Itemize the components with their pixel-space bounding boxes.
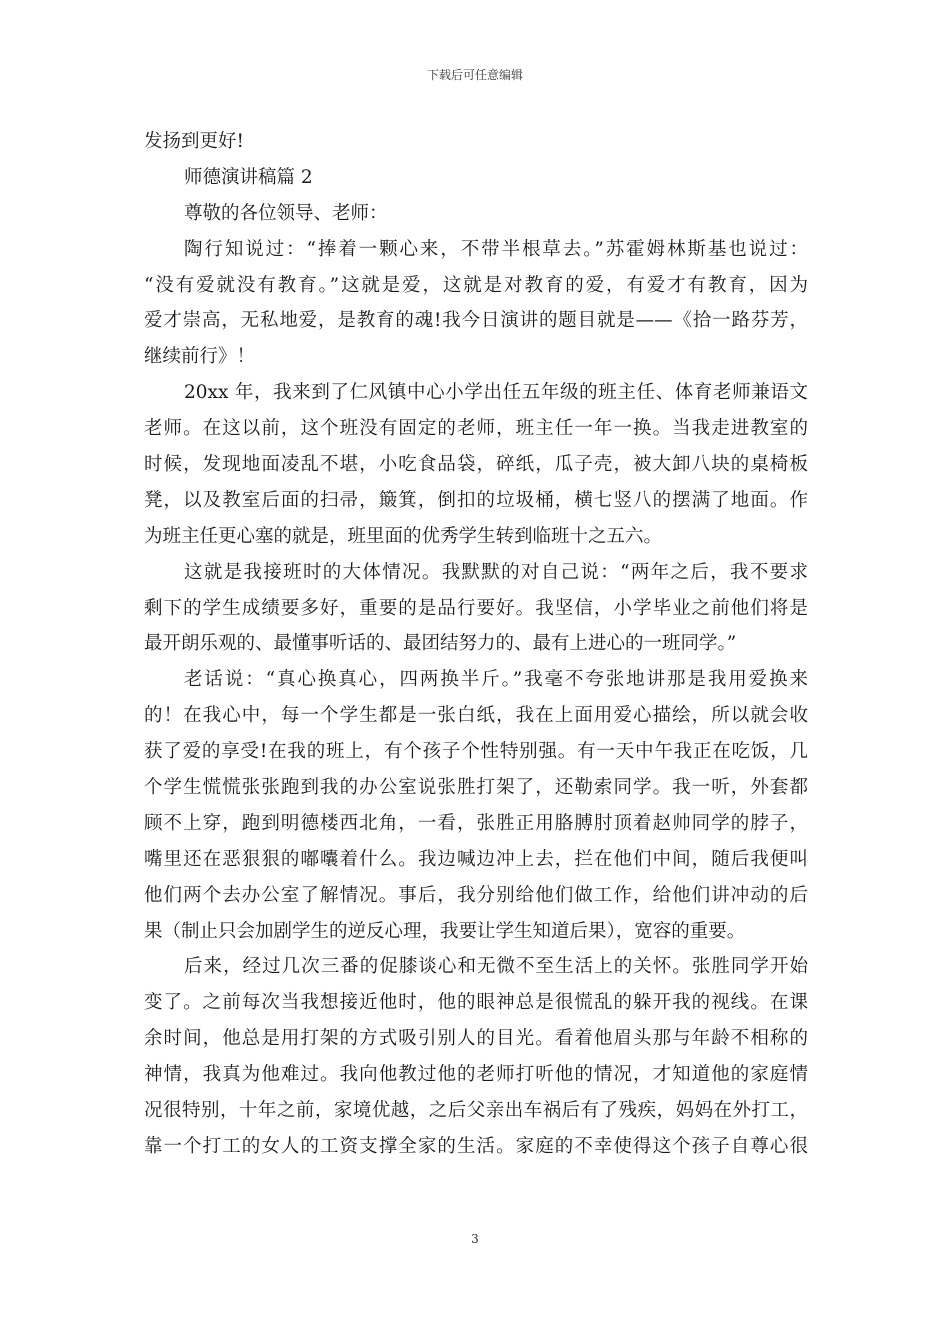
text-line: 20xx 年，我来到了仁风镇中心小学出任五年级的班主任、体育老师兼语文	[184, 382, 808, 404]
text-line: 嘴里还在恶狠狠的嘟囔着什么。我边喊边冲上去，拦在他们中间，随后我便叫	[144, 848, 808, 870]
text-line: 时候，发现地面凌乱不堪，小吃食品袋，碎纸，瓜子壳，被大卸八块的桌椅板	[144, 454, 808, 476]
text-line: 凳，以及教室后面的扫帚，簸箕，倒扣的垃圾桶，横七竖八的摆满了地面。作	[144, 489, 808, 511]
text-line: 尊敬的各位领导、老师：	[184, 202, 388, 224]
text-line: 师德演讲稿篇 2	[184, 166, 313, 188]
text-line: 陶行知说过：“捧着一颗心来，不带半根草去。”苏霍姆林斯基也说过：	[184, 238, 808, 260]
text-line: 他们两个去办公室了解情况。事后，我分别给他们做工作，给他们讲冲动的后	[144, 884, 808, 906]
text-line: 果（制止只会加剧学生的逆反心理，我要让学生知道后果），宽容的重要。	[144, 920, 746, 942]
text-line: 变了。之前每次当我想接近他时，他的眼神总是很慌乱的躲开我的视线。在课	[144, 992, 808, 1014]
text-line: 神情，我真为他难过。我向他教过他的老师打听他的情况，才知道他的家庭情	[144, 1064, 808, 1086]
text-line: 个学生慌慌张张跑到我的办公室说张胜打架了，还勒索同学。我一听，外套都	[144, 777, 808, 799]
text-line: 为班主任更心塞的就是，班里面的优秀学生转到临班十之五六。	[144, 525, 663, 547]
text-line: 这就是我接班时的大体情况。我默默的对自己说：“两年之后，我不要求	[184, 561, 808, 583]
text-line: 继续前行》！	[144, 346, 256, 368]
text-line: 余时间，他总是用打架的方式吸引别人的目光。看着他眉头那与年龄不相称的	[144, 1028, 808, 1050]
text-line: 剩下的学生成绩要多好，重要的是品行要好。我坚信，小学毕业之前他们将是	[144, 597, 808, 619]
text-line: 的！在我心中，每一个学生都是一张白纸，我在上面用爱心描绘，所以就会收	[144, 705, 808, 727]
text-line: 发扬到更好!	[144, 131, 244, 152]
text-line: 后来，经过几次三番的促膝谈心和无微不至生活上的关怀。张胜同学开始	[184, 956, 808, 978]
text-line: 获了爱的享受!在我的班上，有个孩子个性特别强。有一天中午我正在吃饭，几	[144, 741, 808, 763]
text-line: 老师。在这以前，这个班没有固定的老师，班主任一年一换。当我走进教室的	[144, 418, 808, 440]
text-line: 顾不上穿，跑到明德楼西北角，一看，张胜正用胳膊肘顶着赵帅同学的脖子，	[144, 812, 808, 834]
text-line: 况很特别，十年之前，家境优越，之后父亲出车祸后有了残疾，妈妈在外打工，	[144, 1100, 808, 1122]
page-header: 下载后可任意编辑	[426, 68, 523, 82]
text-line: 最开朗乐观的、最懂事听话的、最团结努力的、最有上进心的一班同学。”	[144, 633, 737, 655]
page-number: 3	[471, 1232, 479, 1246]
text-line: 爱才崇高，无私地爱，是教育的魂!我今日演讲的题目就是——《拾一路芬芳，	[144, 310, 808, 332]
text-line: 老话说：“真心换真心，四两换半斤。”我毫不夸张地讲那是我用爱换来	[184, 669, 808, 691]
text-line: 靠一个打工的女人的工资支撑全家的生活。家庭的不幸使得这个孩子自尊心很	[144, 1135, 808, 1157]
document-body	[144, 124, 808, 1165]
text-line: “没有爱就没有教育。”这就是爱，这就是对教育的爱，有爱才有教育，因为	[144, 274, 808, 296]
